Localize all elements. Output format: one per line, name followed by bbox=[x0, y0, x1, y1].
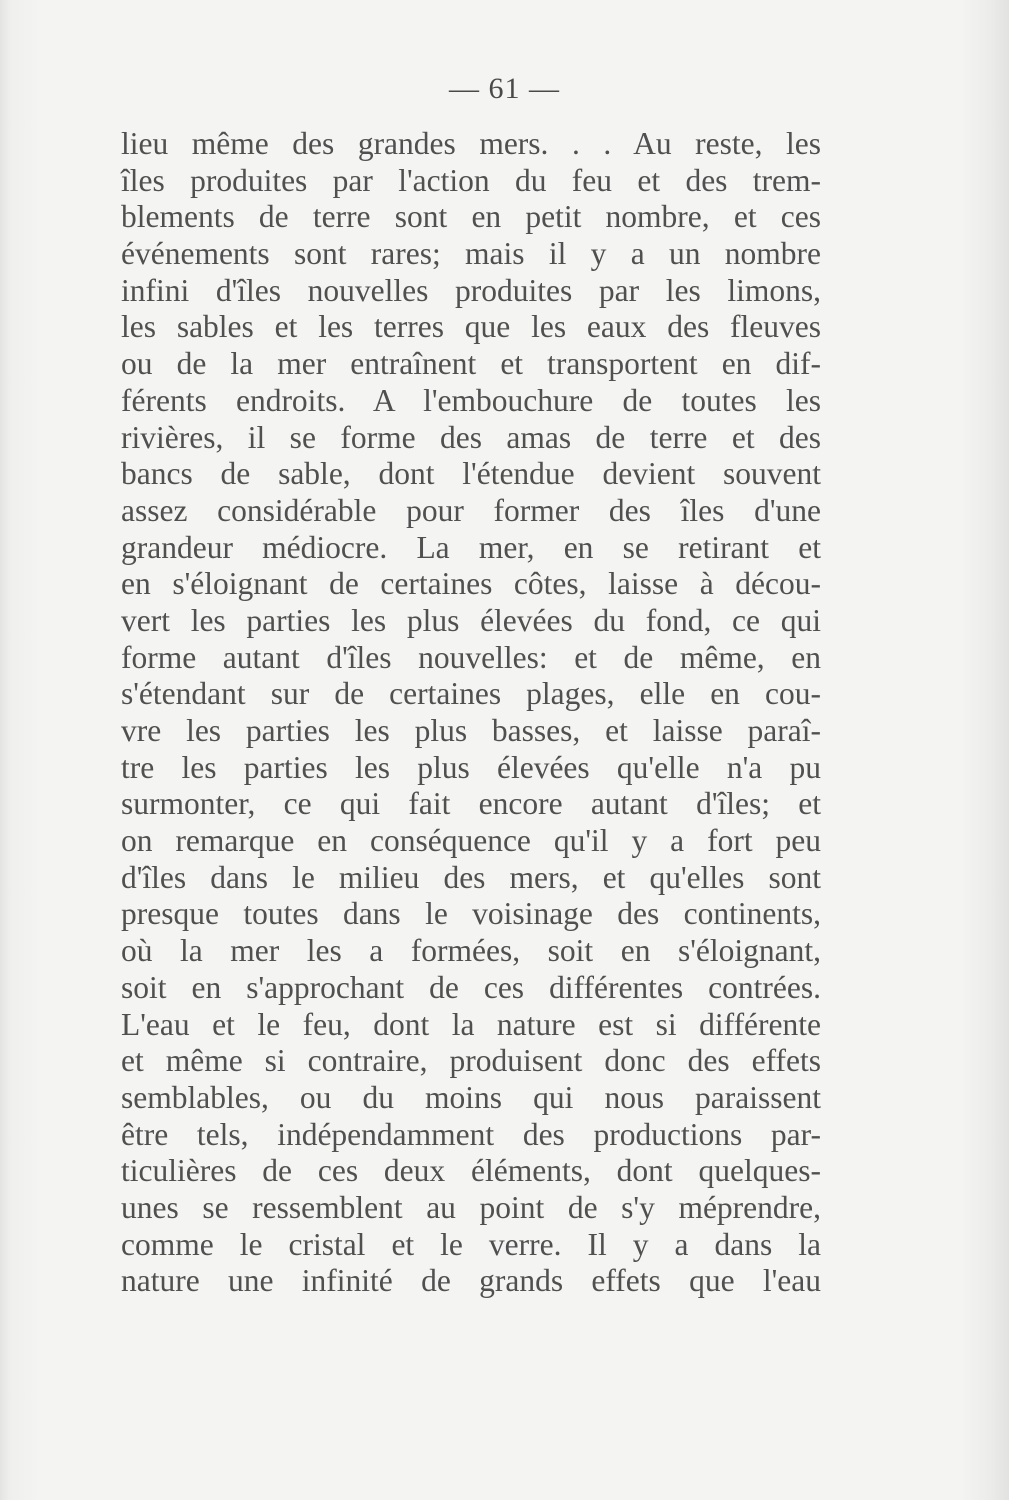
text-line: d'îles dans le milieu des mers, et qu'elles sont bbox=[121, 859, 821, 895]
text-line: tre les parties les plus élevées qu'elle n'a pu bbox=[121, 749, 821, 785]
text-line: infini d'îles nouvelles produites par les limons, bbox=[121, 272, 821, 308]
text-line: rivières, il se forme des amas de terre et des bbox=[121, 419, 821, 455]
text-line: et même si contraire, produisent donc des effets bbox=[121, 1043, 821, 1079]
text-line: bancs de sable, dont l'étendue devient souvent bbox=[121, 456, 821, 492]
text-line: presque toutes dans le voisinage des continents, bbox=[121, 896, 821, 932]
text-line: lieu même des grandes mers. . . Au reste, les bbox=[121, 126, 821, 161]
text-line: ou de la mer entraînent et transportent en dif- bbox=[121, 346, 821, 382]
text-line: où la mer les a formées, soit en s'éloignant, bbox=[121, 933, 821, 969]
text-line: vre les parties les plus basses, et laisse paraî- bbox=[121, 713, 821, 748]
text-line: événements sont rares; mais il y a un nombre bbox=[121, 236, 821, 272]
text-line: ticulières de ces deux éléments, dont quelques- bbox=[121, 1153, 821, 1189]
text-line: grandeur médiocre. La mer, en se retirant et bbox=[121, 529, 821, 565]
text-line: on remarque en conséquence qu'il y a fort peu bbox=[121, 823, 821, 859]
text-line: semblables, ou du moins qui nous paraissent bbox=[121, 1079, 821, 1115]
text-line: soit en s'approchant de ces différentes contrées. bbox=[121, 969, 821, 1005]
text-line: forme autant d'îles nouvelles: et de même, en bbox=[121, 639, 821, 675]
text-line: comme le cristal et le verre. Il y a dans la bbox=[121, 1226, 821, 1262]
page-number: — 61 — bbox=[449, 72, 560, 105]
text-line: férents endroits. A l'embouchure de toutes les bbox=[121, 382, 821, 418]
text-line: les sables et les terres que les eaux des fleuves bbox=[121, 309, 821, 345]
text-line: L'eau et le feu, dont la nature est si différente bbox=[121, 1006, 821, 1042]
text-line: être tels, indépendamment des productions par- bbox=[121, 1116, 821, 1152]
text-line: vert les parties les plus élevées du fond, ce qui bbox=[121, 602, 821, 638]
text-line: s'étendant sur de certaines plages, elle en cou- bbox=[121, 676, 821, 712]
text-line: blements de terre sont en petit nombre, et ces bbox=[121, 199, 821, 235]
text-line: nature une infinité de grands effets que l'eau bbox=[121, 1263, 821, 1299]
text-line: unes se ressemblent au point de s'y méprendre, bbox=[121, 1189, 821, 1225]
body-text bbox=[121, 126, 821, 1300]
text-line: assez considérable pour former des îles d'une bbox=[121, 492, 821, 528]
text-line: en s'éloignant de certaines côtes, laisse à décou- bbox=[121, 566, 821, 602]
text-line: surmonter, ce qui fait encore autant d'îles; et bbox=[121, 786, 821, 822]
text-line: îles produites par l'action du feu et des trem- bbox=[121, 162, 821, 198]
